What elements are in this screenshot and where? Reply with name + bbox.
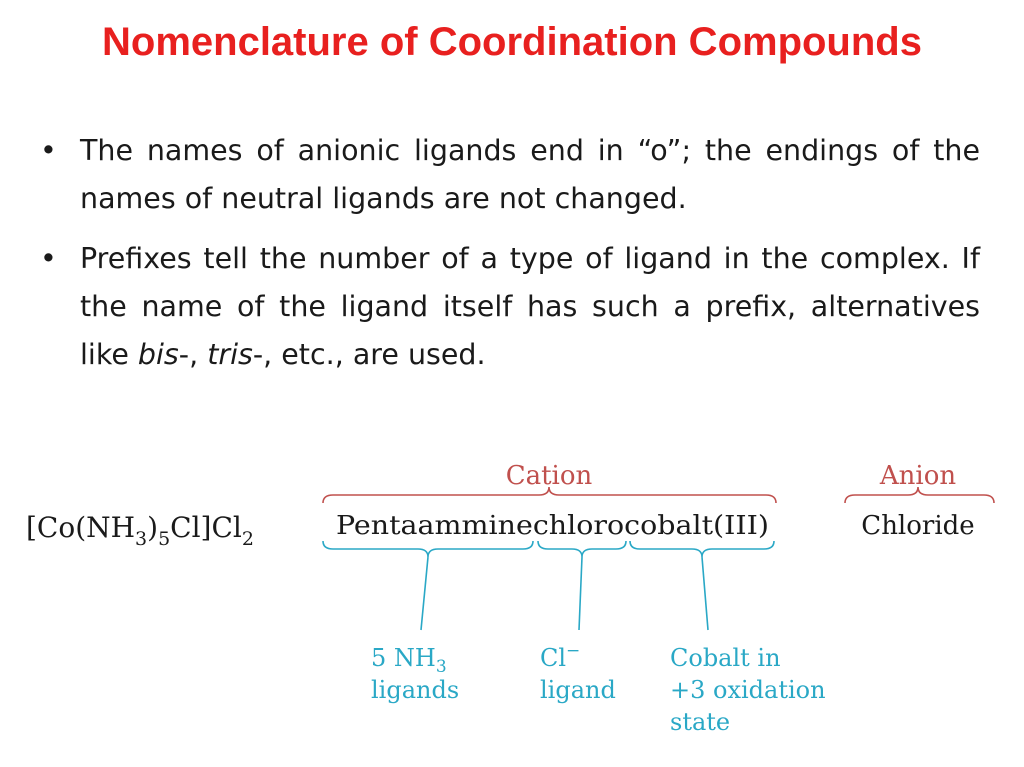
ammine-connector (421, 557, 428, 630)
cobalt-annotation-line3: state (670, 708, 731, 736)
cl-annotation-line2: ligand (540, 676, 616, 704)
italic-prefix-bis: bis (137, 338, 179, 371)
cl-annotation-line1: Cl− (540, 641, 581, 672)
italic-prefix-tris: tris (207, 338, 253, 371)
ammine-brace (323, 541, 533, 557)
bullet-text: Prefixes tell the number of a type of ligand in the complex. If the name of the ligand itself has such a prefix, alternatives like bis-, tris-, etc., are used. (80, 242, 980, 371)
slide-title: Nomenclature of Coordination Compounds (102, 20, 922, 64)
bullet-marker: • (40, 134, 57, 167)
bullet-marker: • (40, 242, 57, 275)
chloro-connector (579, 557, 582, 630)
cobalt-annotation-line1: Cobalt in (670, 644, 781, 672)
formula: $[Co(NH_3)_5Cl]Cl_2$ (26, 511, 254, 550)
cobalt-annotation-line2: +3 oxidation (670, 676, 826, 704)
cation-brace (323, 487, 776, 503)
cation-label: Cation (505, 461, 593, 491)
anion-label: Anion (879, 461, 957, 491)
chloro-brace (538, 541, 626, 557)
nh3-annotation-line2: ligands (371, 676, 460, 704)
cobalt-brace (630, 541, 774, 557)
cation-name: Pentaamminechlorocobalt(III) (336, 511, 769, 541)
bullet-text: The names of anionic ligands end in “o”; the endings of the names of neutral ligands are not changed. (80, 134, 980, 215)
nh3-annotation-line1: 5 $NH_3$ (371, 644, 447, 677)
cobalt-connector (702, 557, 708, 630)
anion-name: Chloride (861, 511, 975, 541)
